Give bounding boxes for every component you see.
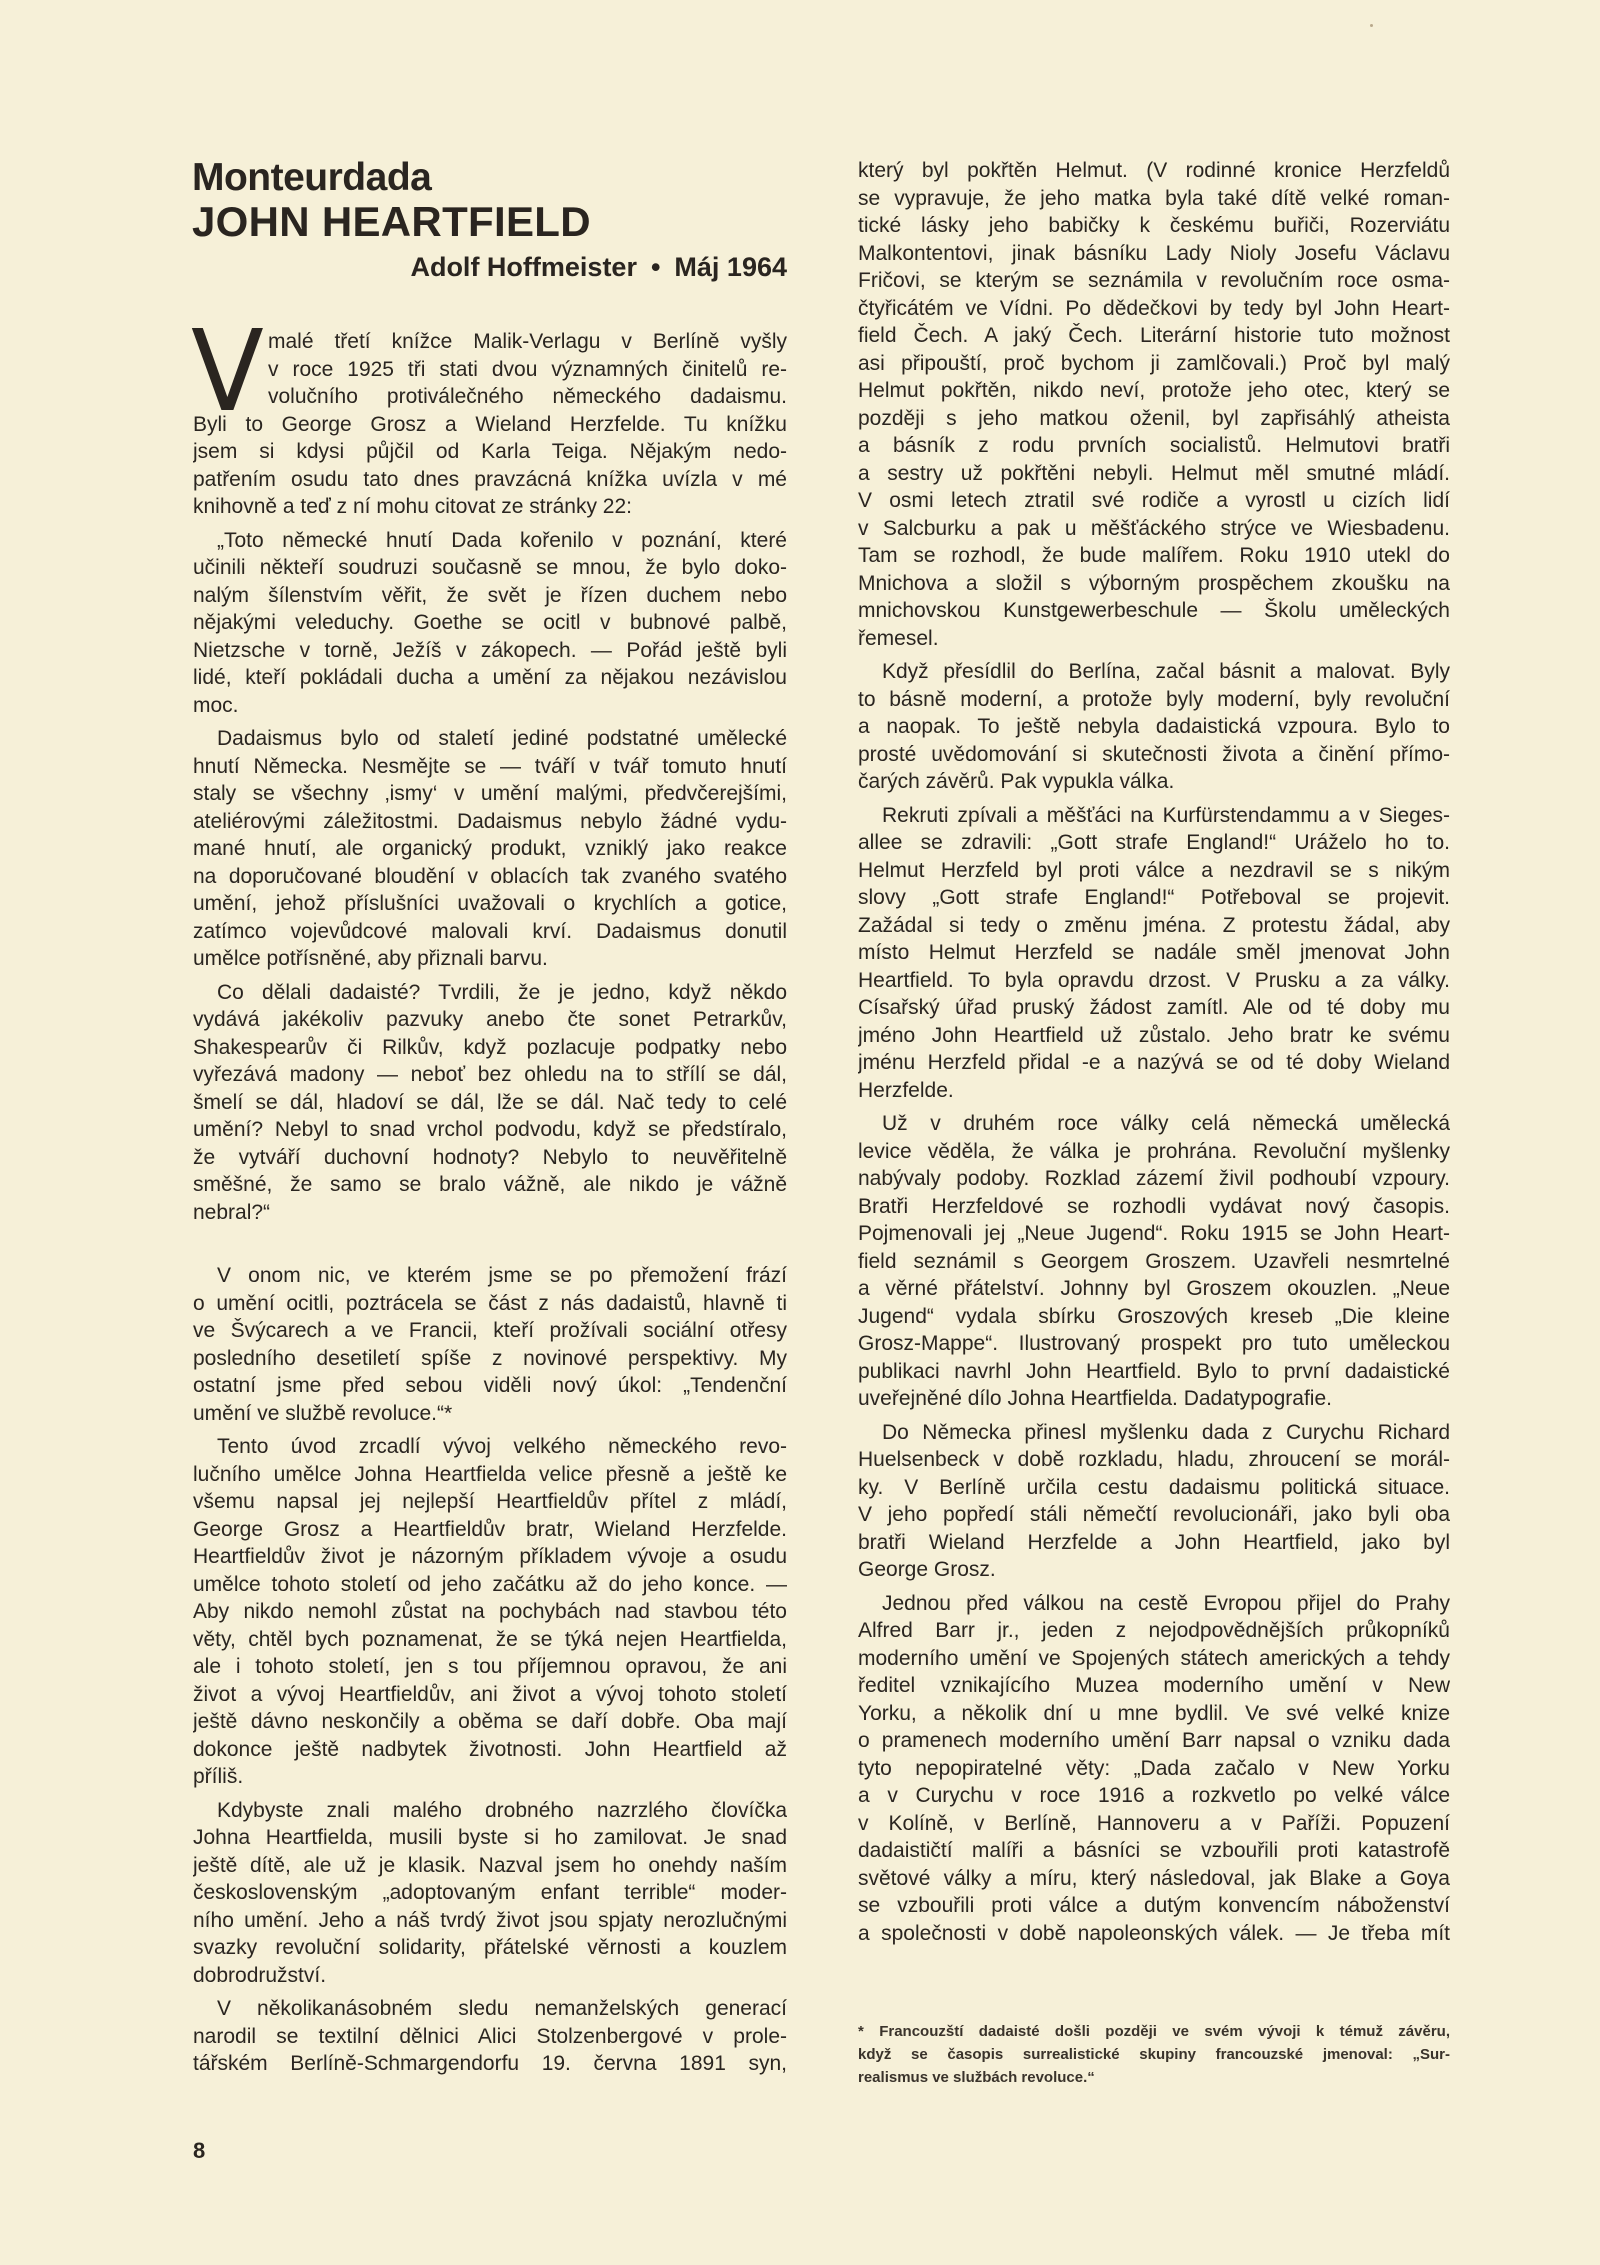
text-line: ředitel vznikajícího Muzea moderního umění v New	[858, 1674, 1450, 1697]
text-line: věty, chtěl bych poznamenat, že se týká nejen Heartfielda,	[193, 1627, 787, 1651]
text-line: slovy „Gott strafe England!“ Potřeboval se projevit.	[858, 886, 1450, 909]
text-line: bratři Wieland Herzfelde a John Heartfield, jako byl	[858, 1530, 1450, 1554]
text-line: Do Německa přinesl myšlenku dada z Curychu Richard	[882, 1420, 1450, 1444]
text-line: to básně moderní, a protože byly moderní, byly revoluční	[858, 687, 1450, 711]
paragraph	[193, 1433, 787, 1791]
text-line: příliš.	[193, 1765, 244, 1788]
text-line: Jednou před válkou na cestě Evropou přijel do Prahy	[882, 1591, 1450, 1615]
text-line: v Kolíně, v Berlíně, Hannoveru a v Paříži. Popuzení	[858, 1811, 1450, 1835]
text-line: prosté uvědomování si skutečnosti života a činění přímo-	[858, 742, 1450, 766]
page-number: 8	[193, 2138, 206, 2163]
text-line: a sestry už pokřtěni nebyli. Helmut měl smutné mládí.	[858, 461, 1450, 485]
paragraph	[193, 1995, 787, 2078]
text-line: tické lásky jeho babičky k českému buřiči, Rozerviátu	[858, 214, 1450, 237]
text-line: ještě dávno neskončily a oběma se daří dobře. Oba mají	[193, 1710, 787, 1733]
text-line: malé třetí knížce Malik-Verlagu v Berlíně vyšly	[268, 330, 787, 353]
text-line: Jugend“ vydala sbírku Groszových kreseb „Die kleine	[858, 1304, 1450, 1328]
text-line: později s jeho matkou oženil, byl zapřisáhlý atheista	[858, 406, 1450, 430]
text-line: ky. V Berlíně určila cestu dadaismu politická situace.	[858, 1475, 1450, 1499]
text-line: československým „adoptovaným enfant terrible“ moder-	[193, 1881, 787, 1904]
text-line: jméno John Heartfield už zůstalo. Jeho bratr ke svému	[858, 1023, 1450, 1047]
text-line: Co dělali dadaisté? Tvrdili, že je jedno, když někdo	[217, 980, 787, 1004]
text-line: život a vývoj Heartfieldův, ani život a vývoj tohoto století	[193, 1682, 787, 1706]
text-line: Johna Heartfielda, musili byste si ho zamilovat. Je snad	[193, 1826, 787, 1849]
paragraph	[193, 1262, 787, 1427]
text-line: posledního desetiletí spíše z novinové perspektivy. My	[193, 1346, 787, 1370]
paragraph	[858, 802, 1450, 1105]
text-line: uveřejněné dílo Johna Heartfielda. Dadatypografie.	[858, 1387, 1332, 1410]
text-line: na doporučované bloudění v oblacích tak zvaného svatého	[193, 864, 787, 888]
text-line: Byli to George Grosz a Wieland Herzfelde. Tu knížku	[193, 412, 787, 436]
author-name: Adolf Hoffmeister	[410, 252, 637, 282]
text-line: „Toto německé hnutí Dada kořenilo v poznání, které	[217, 528, 787, 552]
text-line: a společnosti v době napoleonských válek. — Je třeba mít	[858, 1921, 1450, 1945]
publication-name: Máj 1964	[674, 252, 787, 282]
text-line: šmelí se dál, hladoví se dál, lže se dál. Nač tedy to celé	[193, 1090, 787, 1114]
text-line: světové války a míru, který následoval, jak Blake a Goya	[858, 1866, 1450, 1890]
byline-separator: •	[650, 252, 661, 282]
text-line: místo Helmut Herzfeld se nadále směl jmenovat John	[858, 941, 1450, 964]
text-line: Fričovi, se kterým se seznámila v revolučním roce osma-	[858, 269, 1450, 292]
text-line: lidé, kteří pokládali ducha a umění za nějakou nezávislou	[193, 666, 787, 689]
paragraph	[858, 1419, 1450, 1584]
text-line: všemu napsal jej nejlepší Heartfieldův přítel z mládí,	[193, 1490, 787, 1513]
paragraph	[858, 157, 1450, 652]
text-line: Mnichova a složil s výborným prospěchem zkoušku na	[858, 571, 1450, 595]
text-line: Helmut Herzfeld byl proti válce a nezdravil se s nikým	[858, 858, 1450, 882]
text-line: čtyřicátém ve Vídni. Po dědečkovi by tedy byl John Heart-	[858, 296, 1450, 320]
paragraph	[191, 307, 787, 521]
paragraph	[858, 658, 1450, 796]
text-line: George Grosz.	[858, 1558, 996, 1581]
paragraph	[193, 1797, 787, 1990]
text-line: a v Curychu v roce 1916 a rozkvetlo po velké válce	[858, 1784, 1450, 1807]
text-line: nabývaly podoby. Rozklad zázemí živil podhoubí vzpoury.	[858, 1167, 1450, 1190]
paragraph	[193, 725, 787, 973]
text-line: Malkontentovi, jinak básníku Lady Nioly Josefu Václavu	[858, 241, 1450, 265]
text-line: Alfred Barr jr., jeden z nejodpovědnějších průkopníků	[858, 1619, 1450, 1642]
footnote-line: když se časopis surrealistické skupiny francouzské jmenoval: „Sur-	[858, 2046, 1450, 2063]
text-line: hnutí Německa. Nesmějte se — tváří v tvář tomuto hnutí	[193, 754, 787, 778]
text-line: ve Švýcarech a ve Francii, kteří prožívali sociální otřesy	[193, 1319, 787, 1342]
text-line: a naopak. To ještě nebyla dadaistická vzpoura. Bylo to	[858, 715, 1450, 738]
text-line: zatímco vojevůdcové malovali krví. Dadaismus donutil	[193, 919, 787, 943]
text-line: moderního umění ve Spojených státech amerických a tehdy	[858, 1646, 1450, 1670]
text-line: se vzbouřili proti válce a dutým konvencím náboženství	[858, 1894, 1450, 1917]
text-line: jménu Herzfeld přidal -e a nazývá se od té doby Wieland	[858, 1051, 1450, 1074]
text-line: Heartfield. To byla opravdu drzost. V Prusku a za války.	[858, 968, 1450, 992]
text-line: Tam se rozhodl, že bude malířem. Roku 1910 utekl do	[858, 544, 1450, 567]
paragraph	[858, 1110, 1450, 1413]
text-line: staly se všechny ‚ismy‘ v umění malými, předvčerejšími,	[193, 782, 787, 805]
text-line: jsem si kdysi půjčil od Karla Teiga. Nějakým nedo-	[193, 440, 787, 463]
text-line: směšné, že samo se bralo vážně, ale nikdo je vážně	[193, 1173, 787, 1196]
text-line: volučního protiválečného německého dadaismu.	[268, 385, 787, 408]
drop-cap: V	[191, 307, 264, 437]
text-line: a věrné přátelství. Johnny byl Groszem okouzlen. „Neue	[858, 1277, 1450, 1300]
text-line: nějakými veleduchy. Goethe se ocitl v bubnové palbě,	[193, 611, 787, 634]
text-line: umělce tohoto století od jeho začátku až do jeho konce. —	[193, 1572, 787, 1596]
text-line: mané hnutí, ale organický produkt, vzniklý jako reakce	[193, 837, 787, 860]
text-line: Nietzsche v torně, Ježíš v zákopech. — Pořád ještě byli	[193, 638, 787, 662]
text-line: o umění ocitli, poztrácela se část z nás dadaistů, hlavně ti	[193, 1291, 787, 1315]
paper-speck	[1370, 24, 1373, 27]
text-line: asi připouští, proč bychom ji zamlčovali.) Proč byl malý	[858, 351, 1450, 375]
text-line: ostatní jsme před sebou viděli nový úkol: „Tendenční	[193, 1374, 787, 1397]
text-line: umělce potřísněné, aby přiznali barvu.	[193, 947, 548, 970]
text-line: Zažádal si tedy o změnu jména. Z protestu žádal, aby	[858, 913, 1450, 937]
text-line: Rekruti zpívali a měšťáci na Kurfürstendammu a v Sieges-	[882, 803, 1450, 827]
text-line: v roce 1925 tři stati dvou významných činitelů re-	[268, 357, 787, 381]
text-line: učinili někteří soudruzi současně se mnou, že bylo doko-	[193, 556, 787, 579]
text-line: čarých závěrů. Pak vypukla válka.	[858, 770, 1175, 793]
text-line: publikaci navrhl John Heartfield. Bylo to první dadaistické	[858, 1359, 1450, 1383]
text-line: ateliérovými záležitostmi. Dadaismus nebylo žádné vydu-	[193, 809, 787, 833]
text-line: field seznámil s Georgem Groszem. Uzavřeli nesmrtelné	[858, 1249, 1450, 1273]
text-line: Grosz-Mappe“. Ilustrovaný prospekt pro tuto uměleckou	[858, 1332, 1450, 1355]
text-line: vyřezává madony — neboť bez ohledu na to střílí se dál,	[193, 1063, 787, 1086]
text-line: řemesel.	[858, 626, 939, 650]
footnote-line: * Francouzští dadaisté došli později ve svém vývoji k témuž závěru,	[858, 2023, 1450, 2040]
text-line: a básník z rodu prvních socialistů. Helmutovi bratři	[858, 434, 1450, 457]
text-line: Heartfieldův život je názorným příkladem vývoje a osudu	[193, 1545, 787, 1568]
text-line: se vypravuje, že jeho matka byla také dítě velké roman-	[858, 186, 1450, 210]
text-line: field Čech. A jaký Čech. Literární historie tuto možnost	[858, 324, 1450, 347]
text-line: Kdybyste znali malého drobného nazrzlého človíčka	[217, 1798, 787, 1822]
footnote-line: realismus ve službách revoluce.“	[858, 2069, 1095, 2086]
left-text-column	[191, 307, 787, 2084]
text-line: umění? Nebyl to snad vrchol podvodu, když se předstíralo,	[193, 1118, 787, 1141]
text-line: tyto nepopiratelné věty: „Dada začalo v New Yorku	[858, 1756, 1450, 1780]
text-line: který byl pokřtěn Helmut. (V rodinné kronice Herzfeldů	[858, 159, 1450, 182]
text-line: vydává jakékoliv pazvuky anebo čte sonet Petrarkův,	[193, 1008, 787, 1031]
text-line: levice věděla, že válka je prohrána. Revoluční myšlenky	[858, 1139, 1450, 1163]
text-line: umění, jehož příslušníci uvažovali o krychlích a gotice,	[193, 892, 787, 915]
text-line: svazky revoluční solidarity, přátelské věrnosti a kouzlem	[193, 1936, 787, 1959]
paragraph	[858, 1590, 1450, 1948]
article-kicker: Monteurdada	[192, 156, 432, 199]
text-line: Když přesídlil do Berlína, začal básnit a malovat. Byly	[882, 660, 1450, 683]
text-line: umění ve službě revoluce.“*	[193, 1401, 453, 1425]
text-line: patřením osudu tato dnes pravzácná knížka uvízla v mé	[193, 467, 787, 491]
text-line: dadaističtí malíři a básníci se vzbouřili proti katastrofě	[858, 1839, 1450, 1862]
paragraph	[193, 979, 787, 1227]
text-line: V osmi letech ztratil své rodiče a vyrostl u cizích lidí	[858, 489, 1450, 512]
text-line: lučního umělce Johna Heartfielda velice přesně a ještě ke	[193, 1462, 787, 1486]
paragraph	[193, 527, 787, 720]
text-line: ního umění. Jeho a náš tvrdý život jsou spjaty nerozlučnými	[193, 1908, 787, 1932]
text-line: ale i tohoto století, jen s tou příjemnou opravou, že ani	[193, 1655, 787, 1678]
article-title: JOHN HEARTFIELD	[192, 198, 591, 245]
text-line: Bratři Herzfeldové se rozhodli vydávat nový časopis.	[858, 1194, 1450, 1218]
text-line: Shakespearův či Rilkův, když pozlacuje podpatky nebo	[193, 1035, 787, 1059]
text-line: nebral?“	[193, 1200, 271, 1224]
text-line: o pramenech moderního umění Barr napsal o vzniku dada	[858, 1729, 1450, 1752]
text-line: ještě dítě, ale už je klasik. Nazval jsem ho onehdy naším	[193, 1853, 787, 1877]
text-line: V onom nic, ve kterém jsme se po přemožení frází	[217, 1264, 787, 1287]
text-line: moc.	[193, 693, 239, 717]
text-line: Helmut pokřtěn, nikdo neví, protože jeho otec, který se	[858, 379, 1450, 402]
text-line: narodil se textilní dělnici Alici Stolzenbergové v prole-	[193, 2024, 787, 2048]
text-line: v Salcburku a pak u měšťáckého strýce ve Wiesbadenu.	[858, 516, 1450, 540]
text-line: Tento úvod zrcadlí vývoj velkého německého revo-	[217, 1435, 787, 1458]
text-line: nalým šílenstvím věřit, že svět je řízen duchem nebo	[193, 583, 787, 607]
right-text-column	[858, 157, 1450, 1953]
text-line: dokonce ještě nadbytek životnosti. John Heartfield až	[193, 1737, 787, 1761]
text-line: mnichovskou Kunstgewerbeschule — Školu uměleckých	[858, 599, 1450, 622]
text-line: George Grosz a Heartfieldův bratr, Wieland Herzfelde.	[193, 1517, 787, 1541]
text-line: Už v druhém roce války celá německá umělecká	[882, 1112, 1450, 1135]
text-line: Yorku, a několik dní u mne bydlil. Ve své velké knize	[858, 1701, 1450, 1725]
text-line: Huelsenbeck v době rozkladu, hladu, zhroucení se morál-	[858, 1448, 1450, 1471]
text-line: že vytváří duchovní hodnoty? Nebylo to neuvěřitelně	[193, 1145, 787, 1169]
text-line: knihovně a teď z ní mohu citovat ze stránky 22:	[193, 495, 632, 518]
text-line: Herzfelde.	[858, 1078, 954, 1102]
text-line: Císařský úřad pruský žádost zamítl. Ale od té doby mu	[858, 996, 1450, 1019]
text-line: V několikanásobném sledu nemanželských generací	[217, 1997, 787, 2020]
text-line: allee se zdravili: „Gott strafe England!“ Uráželo ho to.	[858, 831, 1450, 854]
byline	[192, 250, 787, 284]
text-line: Pojmenovali jej „Neue Jugend“. Roku 1915 se John Heart-	[858, 1222, 1450, 1245]
text-line: V jeho popředí stáli němečtí revolucionáři, jako byli oba	[858, 1503, 1450, 1526]
text-line: Aby nikdo nemohl zůstat na pochybách nad stavbou této	[193, 1600, 787, 1623]
text-line: tářském Berlíně-Schmargendorfu 19. června 1891 syn,	[193, 2052, 787, 2075]
footnote	[858, 2020, 1450, 2089]
text-line: Dadaismus bylo od staletí jediné podstatné umělecké	[217, 727, 787, 750]
text-line: dobrodružství.	[193, 1963, 327, 1987]
